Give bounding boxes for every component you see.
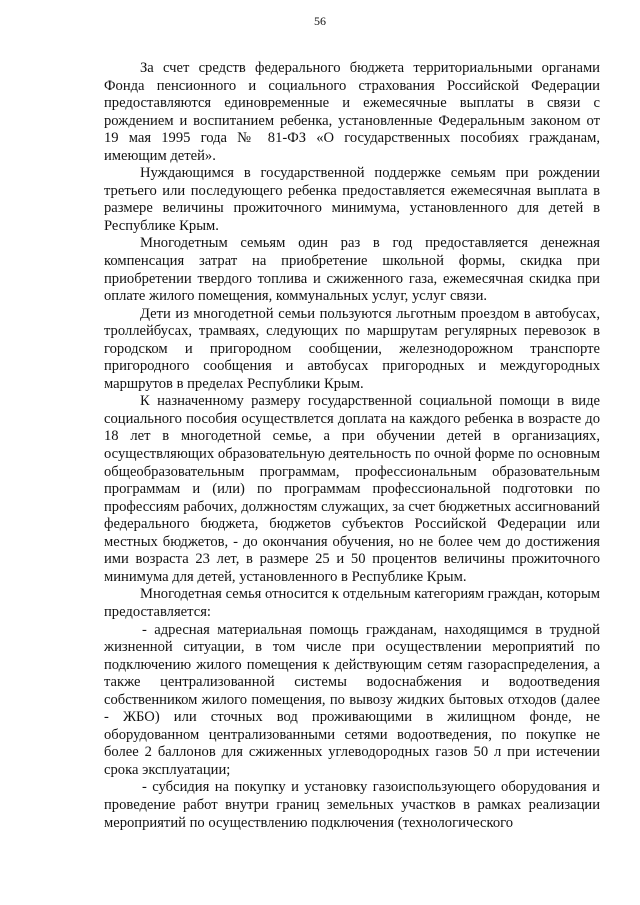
page-number: 56 (314, 14, 326, 28)
paragraph-federal-payments: За счет средств федерального бюджета территориальными органами Фонда пенсионного и социального страхования Российской Федерации предоставляются единовременные и ежемесячные выплаты в связи с рождением и воспитанием ребенка, установленные Федеральным законом от 19 мая 1995 года № 81-ФЗ «О государственных пособиях гражданам, имеющим детей». (104, 60, 600, 164)
paragraph-categories-intro: Многодетная семья относится к отдельным категориям граждан, которым предоставляется: (104, 586, 600, 620)
paragraph-third-child-payment: Нуждающимся в государственной поддержке семьям при рождении третьего или последующего ребенка предоставляется ежемесячная выплата в размере величины прожиточного минимума, установленного для детей в Республике Крым. (104, 165, 600, 234)
list-item-gas-equipment-subsidy: - субсидия на покупку и установку газоиспользующего оборудования и проведение работ внутри границ земельных участков в рамках реализации мероприятий по осуществлению подключения (технологического (104, 779, 600, 831)
list-item-material-aid: - адресная материальная помощь гражданам, находящимся в трудной жизненной ситуации, в том числе при осуществлении мероприятий по подключению жилого помещения к действующим сетям газораспределения, а также централизованной системы водоснабжения и водоотведения собственником жилого помещения, по вывозу жидких бытовых отходов (далее - ЖБО) или сточных вод проживающими в жилищном фонде, не оборудованном централизованными сетями водоотведения, по покупке не более 2 баллонов для сжиженных углеводородных газов 50 л при истечении срока эксплуатации; (104, 621, 600, 778)
paragraph-travel-benefits: Дети из многодетной семьи пользуются льготным проездом в автобусах, троллейбусах, трамваях, следующих по маршрутам регулярных перевозок в городском и пригородном сообщении, железнодорожном транспорте пригородного сообщения и автобусах пригородных и междугородных маршрутов в пределах Республики Крым. (104, 305, 600, 392)
paragraph-social-allowance-supplement: К назначенному размеру государственной социальной помощи в виде социального пособия осуществлется доплата на каждого ребенка в возрасте до 18 лет в многодетной семье, а при обучении детей в организациях, осуществляющих образовательную деятельность по очной форме по основным общеобразовательным программам, профессиональным образовательным программам и (или) по программам профессиональной подготовки по профессиям рабочих, должностям служащих, за счет бюджетных ассигнований федерального бюджета, бюджетов субъектов Российской Федерации или местных бюджетов, - до окончания обучения, но не более чем до достижения ими возраста 23 лет, в размере 25 и 50 процентов величины прожиточного минимума для детей, установленного в Республике Крым. (104, 393, 600, 585)
paragraph-large-family-compensation: Многодетным семьям один раз в год предоставляется денежная компенсация затрат на приобретение школьной формы, скидка при приобретении твердого топлива и сжиженного газа, ежемесячная скидка при оплате жилого помещения, коммунальных услуг, услуг связи. (104, 235, 600, 305)
document-body (104, 60, 600, 832)
